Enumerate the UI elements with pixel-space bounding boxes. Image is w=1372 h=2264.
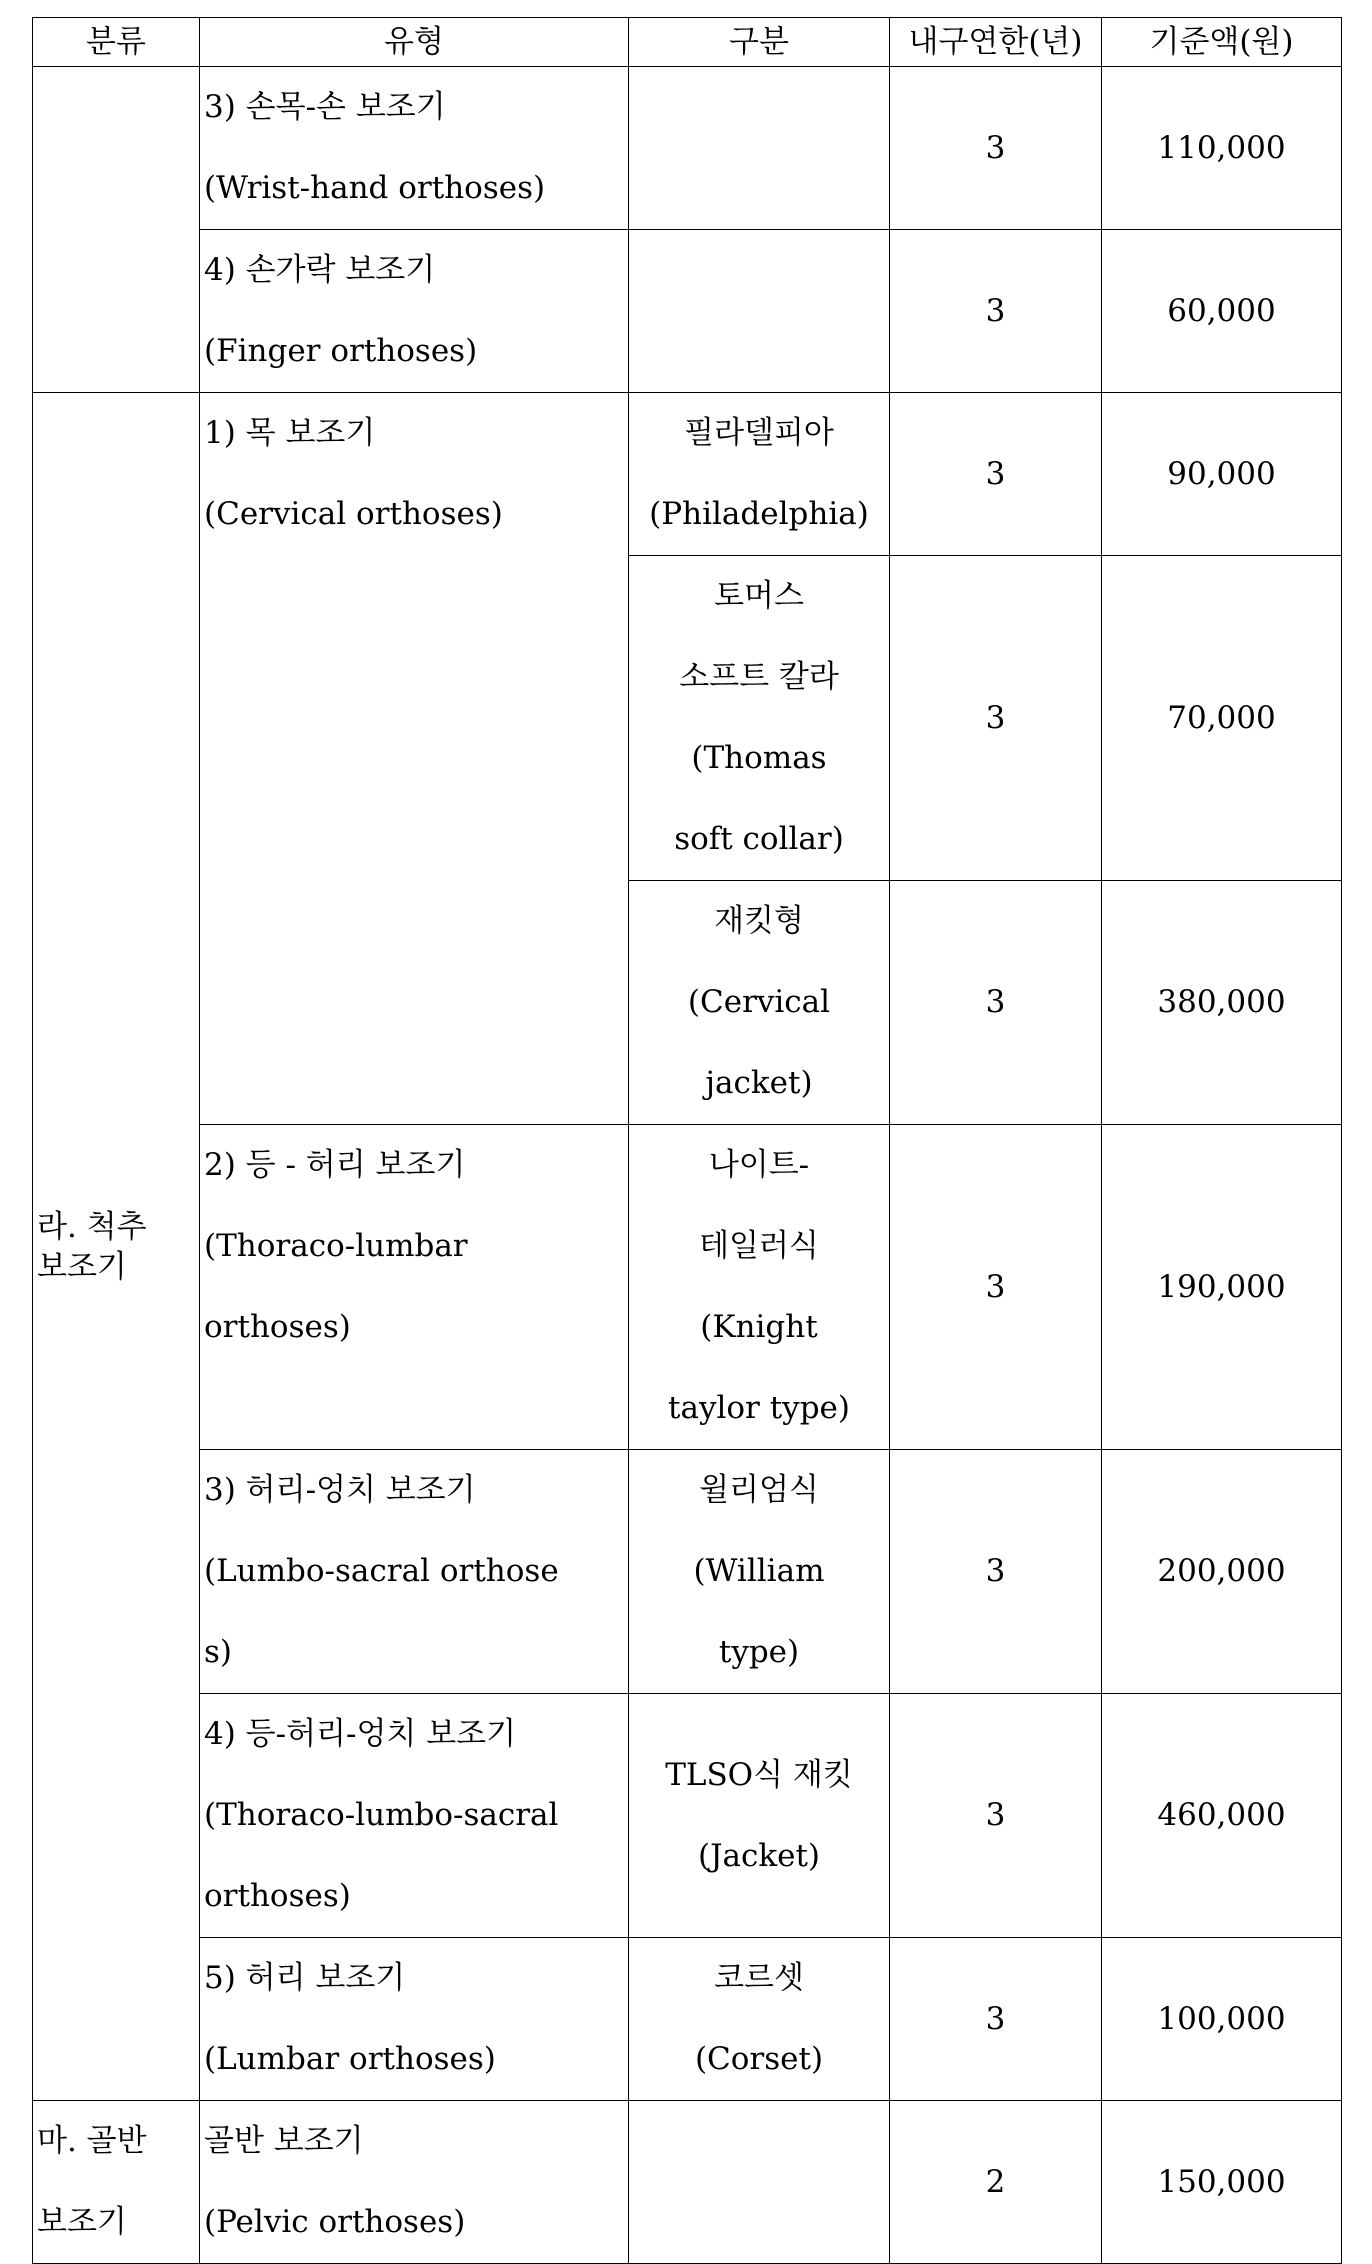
type-cell: 5) 허리 보조기 (Lumbar orthoses) (200, 1938, 629, 2101)
table-row (33, 2101, 1342, 2264)
subtype-cell (629, 2101, 890, 2264)
header-base-price: 기준액(원) (1102, 18, 1342, 67)
price-cell: 150,000 (1102, 2101, 1342, 2264)
type-cell: 골반 보조기 (Pelvic orthoses) (200, 2101, 629, 2264)
subtype-cell: 윌리엄식 (William type) (629, 1450, 890, 1694)
header-durability: 내구연한(년) (890, 18, 1102, 67)
subtype-cell (629, 230, 890, 393)
table-row (33, 67, 1342, 230)
subtype-cell (629, 67, 890, 230)
durability-cell: 3 (890, 1938, 1102, 2101)
table-header-row (33, 18, 1342, 67)
price-cell: 70,000 (1102, 556, 1342, 881)
category-cell-spinal: 라. 척추 보조기 (33, 393, 200, 2101)
table-row (33, 1938, 1342, 2101)
price-cell: 100,000 (1102, 1938, 1342, 2101)
header-type: 유형 (200, 18, 629, 67)
header-category: 분류 (33, 18, 200, 67)
durability-cell: 3 (890, 1125, 1102, 1450)
type-cell: 4) 등-허리-엉치 보조기 (Thoraco-lumbo-sacral orthoses) (200, 1694, 629, 1938)
table-row (33, 1450, 1342, 1694)
type-cell: 3) 손목-손 보조기 (Wrist-hand orthoses) (200, 67, 629, 230)
subtype-cell: TLSO식 재킷 (Jacket) (629, 1694, 890, 1938)
orthoses-price-table (32, 17, 1342, 2264)
price-cell: 380,000 (1102, 881, 1342, 1125)
type-cell: 3) 허리-엉치 보조기 (Lumbo-sacral orthose s) (200, 1450, 629, 1694)
durability-cell: 2 (890, 2101, 1102, 2264)
header-subtype: 구분 (629, 18, 890, 67)
durability-cell: 3 (890, 881, 1102, 1125)
subtype-cell: 코르셋 (Corset) (629, 1938, 890, 2101)
durability-cell: 3 (890, 556, 1102, 881)
orthoses-price-table-page (32, 17, 1342, 2264)
type-cell: 1) 목 보조기 (Cervical orthoses) (200, 393, 629, 1125)
durability-cell: 3 (890, 67, 1102, 230)
table-row (33, 1125, 1342, 1450)
durability-cell: 3 (890, 393, 1102, 556)
durability-cell: 3 (890, 1450, 1102, 1694)
table-row (33, 230, 1342, 393)
price-cell: 110,000 (1102, 67, 1342, 230)
price-cell: 460,000 (1102, 1694, 1342, 1938)
price-cell: 60,000 (1102, 230, 1342, 393)
table-row (33, 393, 1342, 556)
durability-cell: 3 (890, 1694, 1102, 1938)
subtype-cell: 재킷형 (Cervical jacket) (629, 881, 890, 1125)
price-cell: 90,000 (1102, 393, 1342, 556)
table-row (33, 1694, 1342, 1938)
durability-cell: 3 (890, 230, 1102, 393)
price-cell: 200,000 (1102, 1450, 1342, 1694)
subtype-cell: 나이트- 테일러식 (Knight taylor type) (629, 1125, 890, 1450)
type-cell: 4) 손가락 보조기 (Finger orthoses) (200, 230, 629, 393)
price-cell: 190,000 (1102, 1125, 1342, 1450)
type-cell: 2) 등 - 허리 보조기 (Thoraco-lumbar orthoses) (200, 1125, 629, 1450)
subtype-cell: 토머스 소프트 칼라 (Thomas soft collar) (629, 556, 890, 881)
category-cell-pelvic: 마. 골반 보조기 (33, 2101, 200, 2264)
subtype-cell: 필라델피아 (Philadelphia) (629, 393, 890, 556)
category-cell-continued (33, 67, 200, 393)
